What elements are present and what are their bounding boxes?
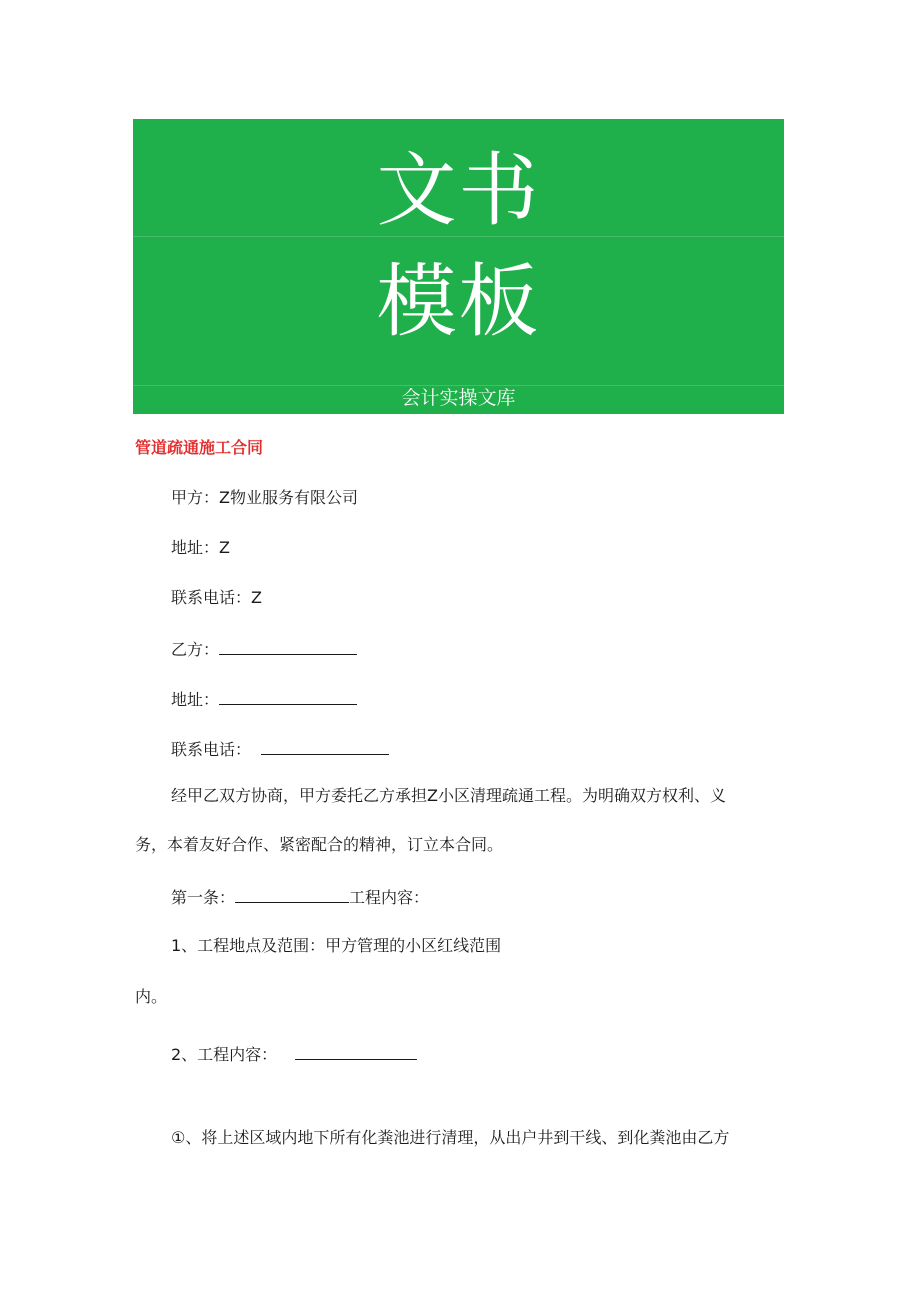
banner-subtitle: 会计实操文库	[401, 387, 516, 409]
party-b-line	[171, 637, 357, 661]
party-b-phone-blank	[261, 737, 389, 755]
party-b-address-label: 地址：	[171, 690, 220, 709]
article-1-suffix: 工程内容：	[349, 888, 430, 907]
party-b-phone-label: 联系电话：	[171, 740, 252, 759]
document-title: 管道疏通施工合同	[135, 438, 264, 457]
party-b-phone-line	[171, 737, 389, 761]
header-banner	[133, 119, 784, 414]
article-1-blank	[235, 885, 349, 903]
item-2-blank	[295, 1042, 417, 1060]
party-b-address-blank	[219, 687, 357, 705]
banner-title-line2: 模板	[376, 255, 541, 348]
article-1-prefix: 第一条：	[171, 888, 236, 907]
item-1-line-1: 1、工程地点及范围：甲方管理的小区红线范围	[171, 936, 502, 955]
intro-line-1: 经甲乙双方协商，甲方委托乙方承担Z小区清理疏通工程。为明确双方权利、义	[171, 786, 726, 805]
item-2-label: 2、工程内容：	[171, 1045, 278, 1064]
party-b-blank	[219, 637, 357, 655]
intro-line-2: 务，本着友好合作、紧密配合的精神，订立本合同。	[135, 835, 504, 854]
item-1-line-2: 内。	[135, 987, 168, 1006]
item-2-sub-1: ①、将上述区域内地下所有化粪池进行清理，从出户井到干线、到化粪池由乙方	[171, 1128, 730, 1147]
party-b-label: 乙方：	[171, 640, 220, 659]
item-2-line	[171, 1042, 417, 1066]
party-b-address-line	[171, 687, 357, 711]
party-a-line: 甲方：Z物业服务有限公司	[171, 488, 358, 507]
banner-title-line1: 文书	[376, 144, 541, 237]
party-a-phone-line: 联系电话：Z	[171, 588, 262, 607]
article-1-line	[171, 885, 429, 909]
party-a-address-line: 地址：Z	[171, 538, 230, 557]
